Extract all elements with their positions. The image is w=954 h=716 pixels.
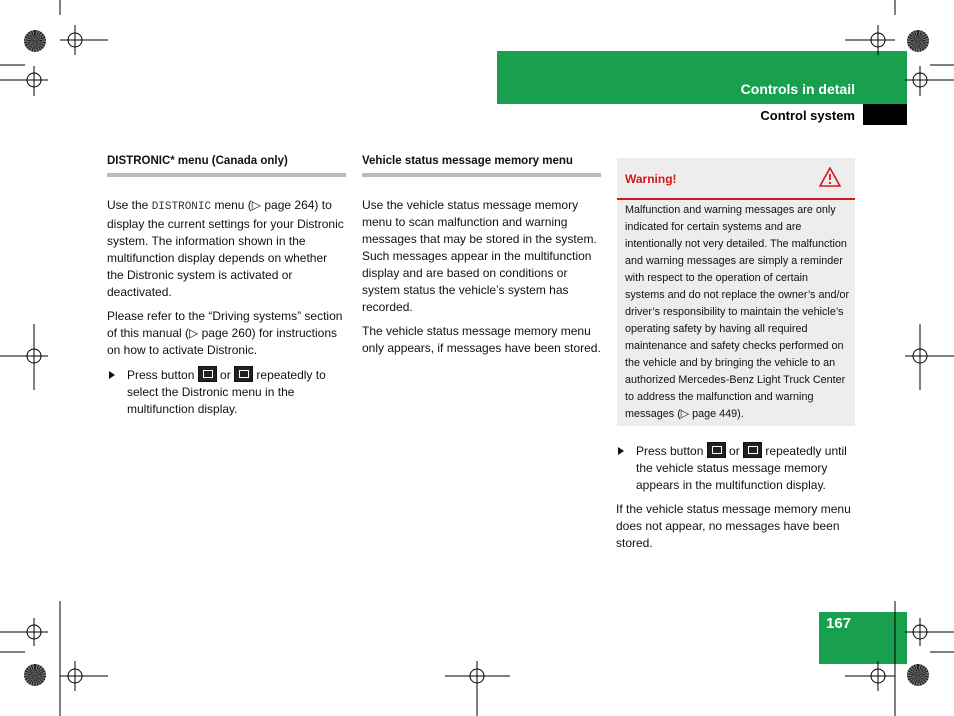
distronic-menu-label: DISTRONIC (151, 201, 212, 213)
registration-rosette-icon (907, 30, 929, 52)
distronic-heading: DISTRONIC* menu (Canada only) (107, 155, 346, 177)
status-memory-note: If the vehicle status message memory menu does not appear, no messages have been stored. (616, 502, 851, 550)
registration-rosette-icon (24, 664, 46, 686)
section-title: Control system (760, 108, 855, 123)
warning-body: Malfunction and warning messages are only indicated for certain systems and are intentionally not very detailed. The malfunction and warning messages are simply a reminder with respect to the operation of certain systems and do not replace the owner’s and/or driver’s responsibility to maintain the vehicle’s operating safety by having all required maintenance and safety checks performed on the vehicle and by bringing the vehicle to an authorized Mercedes-Benz Light Truck Center to address the malfunction and warning messages (▷ page 449). (625, 204, 850, 420)
page-number: 167 (826, 615, 852, 632)
status-memory-paragraph-2: The vehicle status message memory menu only appears, if messages have been stored. (362, 324, 601, 355)
distronic-paragraph-1: Use the DISTRONIC menu (▷ page 264) to display the current settings for your Distronic system. The information shown in the multifunction display depends on whether the Distronic system is activated or deactivated. (107, 198, 344, 299)
distronic-instruction: Press button or repeatedly to select the Distronic menu in the multifunction display. (107, 366, 346, 418)
chapter-title: Controls in detail (740, 81, 855, 97)
distronic-paragraph-2: Please refer to the “Driving systems” section of this manual (▷ page 260) for instructions on how to activate Distronic. (107, 309, 343, 357)
status-memory-instruction: Press button or repeatedly until the vehicle status message memory appears in the multifunction display. (616, 442, 856, 494)
registration-rosette-icon (24, 30, 46, 52)
registration-rosette-icon (907, 664, 929, 686)
warning-title: Warning! (625, 172, 677, 186)
status-memory-heading: Vehicle status message memory menu (362, 155, 601, 177)
status-memory-paragraph-1: Use the vehicle status message memory menu to scan malfunction and warning messages that may be stored in the system. Such messages appear in the multifunction display and are based on conditions or system status the vehicle’s system has recorded. (362, 198, 597, 314)
